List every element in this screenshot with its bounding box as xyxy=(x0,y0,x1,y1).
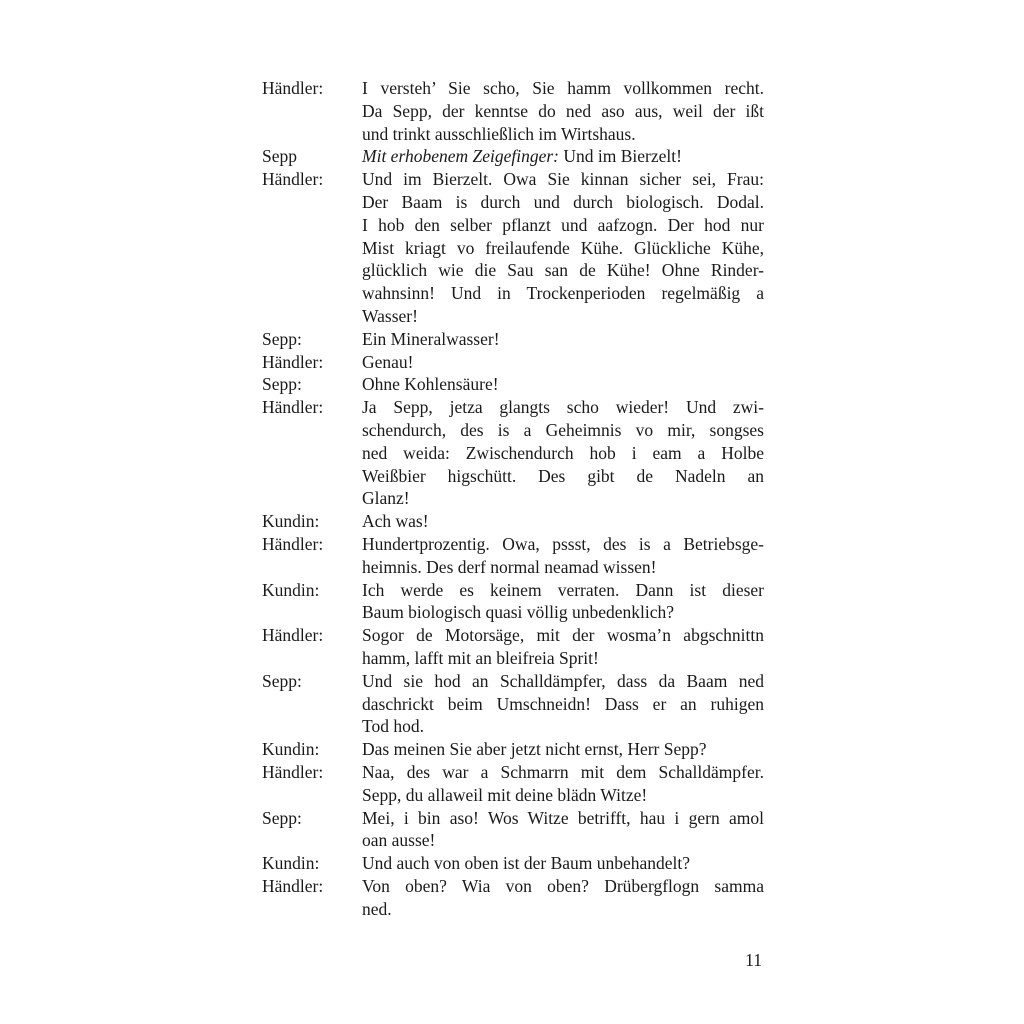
dialogue-text: Glanz! xyxy=(362,488,410,509)
speaker-name xyxy=(262,784,362,807)
dialogue-line xyxy=(262,373,764,396)
dialogue-text: und trinkt ausschließlich im Wirtshaus. xyxy=(362,123,636,144)
dialogue-line xyxy=(262,738,764,761)
speaker-name xyxy=(262,601,362,624)
page-number: 11 xyxy=(745,950,762,970)
dialogue-text: Sepp, du allaweil mit deine blädn Witze! xyxy=(362,784,648,805)
dialogue-text: wahnsinn! Und in Trockenperioden regelmäßig a xyxy=(362,283,764,304)
speaker-name: Händler: xyxy=(262,169,324,190)
dialogue-text: Hundertprozentig. Owa, pssst, des is a Betriebsge- xyxy=(362,533,764,554)
dialogue-text: glücklich wie die Sau san de Kühe! Ohne Rinder- xyxy=(362,260,764,281)
speaker-name xyxy=(262,465,362,488)
dialogue-line xyxy=(262,624,764,647)
speaker-name: Händler: xyxy=(262,625,324,646)
dialogue-line xyxy=(262,487,764,510)
dialogue-text: Und im Bierzelt. Owa Sie kinnan sicher sei, Frau: xyxy=(362,169,764,190)
dialogue-line xyxy=(262,305,764,328)
dialogue-line xyxy=(262,715,764,738)
dialogue-text: Ach was! xyxy=(362,511,429,532)
dialogue-line xyxy=(262,442,764,465)
dialogue-line xyxy=(262,465,764,488)
speaker-name xyxy=(262,259,362,282)
dialogue-text: Wasser! xyxy=(362,305,418,326)
speaker-name xyxy=(262,715,362,738)
dialogue-text: Weißbier higschütt. Des gibt de Nadeln an xyxy=(362,465,764,486)
dialogue-text: Und auch von oben ist der Baum unbehandelt? xyxy=(362,853,691,874)
dialogue-text: Mist kriagt vo freilaufende Kühe. Glückliche Kühe, xyxy=(362,237,764,258)
dialogue-line xyxy=(262,579,764,602)
speaker-name xyxy=(262,214,362,237)
dialogue-text: heimnis. Des derf normal neamad wissen! xyxy=(362,556,657,577)
speaker-name xyxy=(262,191,362,214)
dialogue-line xyxy=(262,852,764,875)
speaker-name: Sepp xyxy=(262,146,297,167)
speaker-name: Sepp: xyxy=(262,807,302,828)
stage-direction: Mit erhobenem Zeigefinger: xyxy=(362,146,559,167)
dialogue-line xyxy=(262,191,764,214)
dialogue-text: ned weida: Zwischendurch hob i eam a Holbe xyxy=(362,442,764,463)
dialogue-text: Sogor de Motorsäge, mit der wosma’n abgschnittn xyxy=(362,625,764,646)
dialogue-line xyxy=(262,601,764,624)
speaker-name xyxy=(262,282,362,305)
dialogue-line xyxy=(262,237,764,260)
dialogue-line xyxy=(262,875,764,898)
dialogue-line xyxy=(262,670,764,693)
speaker-name: Händler: xyxy=(262,78,324,98)
dialogue-text: I versteh’ Sie scho, Sie hamm vollkommen recht. xyxy=(362,78,764,98)
dialogue-text: Baum biologisch quasi völlig unbedenklich? xyxy=(362,602,675,623)
speaker-name: Händler: xyxy=(262,397,324,418)
speaker-name: Sepp: xyxy=(262,670,302,691)
speaker-name xyxy=(262,123,362,146)
speaker-name: Kundin: xyxy=(262,579,320,600)
dialogue-line xyxy=(262,168,764,191)
speaker-name xyxy=(262,898,362,921)
dialogue-line xyxy=(262,784,764,807)
dialogue-text: ned. xyxy=(362,898,392,919)
speaker-name xyxy=(262,442,362,465)
dialogue-text: Naa, des war a Schmarrn mit dem Schalldämpfer. xyxy=(362,761,764,782)
dialogue-line xyxy=(262,807,764,830)
dialogue-line xyxy=(262,647,764,670)
dialogue-line xyxy=(262,533,764,556)
speaker-name xyxy=(262,829,362,852)
speaker-name: Händler: xyxy=(262,533,324,554)
dialogue-text: Tod hod. xyxy=(362,716,424,737)
dialogue-line xyxy=(262,77,764,100)
dialogue-text: Und sie hod an Schalldämpfer, dass da Baam ned xyxy=(362,670,764,691)
dialogue-line xyxy=(262,282,764,305)
dialogue-text: Von oben? Wia von oben? Drübergflogn samma xyxy=(362,875,764,896)
dialogue-text: daschrickt beim Umschneidn! Dass er an ruhigen xyxy=(362,693,764,714)
dialogue-line xyxy=(262,214,764,237)
dialogue-line xyxy=(262,351,764,374)
dialogue-line xyxy=(262,328,764,351)
speaker-name: Händler: xyxy=(262,351,324,372)
dialogue-line xyxy=(262,556,764,579)
dialogue-text: Da Sepp, der kenntse do ned aso aus, weil der ißt xyxy=(362,100,764,121)
dialogue-line xyxy=(262,693,764,716)
speaker-name xyxy=(262,693,362,716)
speaker-name: Kundin: xyxy=(262,739,320,760)
speaker-name xyxy=(262,419,362,442)
dialogue-text: Ein Mineralwasser! xyxy=(362,328,500,349)
dialogue-text: Genau! xyxy=(362,351,414,372)
dialogue-text: schendurch, des is a Geheimnis vo mir, songses xyxy=(362,419,764,440)
dialogue-text: Ohne Kohlensäure! xyxy=(362,374,499,395)
speaker-name xyxy=(262,647,362,670)
speaker-name xyxy=(262,556,362,579)
dialogue-text: hamm, lafft mit an bleifreia Sprit! xyxy=(362,647,599,668)
dialogue-line xyxy=(262,100,764,123)
dialogue-line xyxy=(262,898,764,921)
speaker-name xyxy=(262,487,362,510)
dialogue-line xyxy=(262,396,764,419)
speaker-name: Sepp: xyxy=(262,374,302,395)
speaker-name: Händler: xyxy=(262,875,324,896)
speaker-name xyxy=(262,237,362,260)
speaker-name xyxy=(262,305,362,328)
dialogue-text: Der Baam is durch und durch biologisch. Dodal. xyxy=(362,191,764,212)
dialogue-text: Ich werde es keinem verraten. Dann ist dieser xyxy=(362,579,764,600)
dialogue-text: Ja Sepp, jetza glangts scho wieder! Und zwi- xyxy=(362,397,764,418)
dialogue-line xyxy=(262,419,764,442)
dialogue-line xyxy=(262,123,764,146)
speaker-name xyxy=(262,100,362,123)
dialogue-text: Das meinen Sie aber jetzt nicht ernst, Herr Sepp? xyxy=(362,739,707,760)
speaker-name: Kundin: xyxy=(262,853,320,874)
dialogue-text xyxy=(362,145,764,168)
dialogue-text: oan ausse! xyxy=(362,830,436,851)
speaker-name: Händler: xyxy=(262,761,324,782)
play-script-page xyxy=(262,77,764,920)
dialogue-text-rest: Und im Bierzelt! xyxy=(559,146,682,167)
dialogue-line xyxy=(262,829,764,852)
speaker-name: Sepp: xyxy=(262,328,302,349)
dialogue-text: I hob den selber pflanzt und aafzogn. Der hod nur xyxy=(362,214,764,235)
dialogue-line xyxy=(262,510,764,533)
speaker-name: Kundin: xyxy=(262,511,320,532)
dialogue-line xyxy=(262,259,764,282)
dialogue-line xyxy=(262,761,764,784)
dialogue-text: Mei, i bin aso! Wos Witze betrifft, hau i gern amol xyxy=(362,807,764,828)
dialogue-line xyxy=(262,145,764,168)
